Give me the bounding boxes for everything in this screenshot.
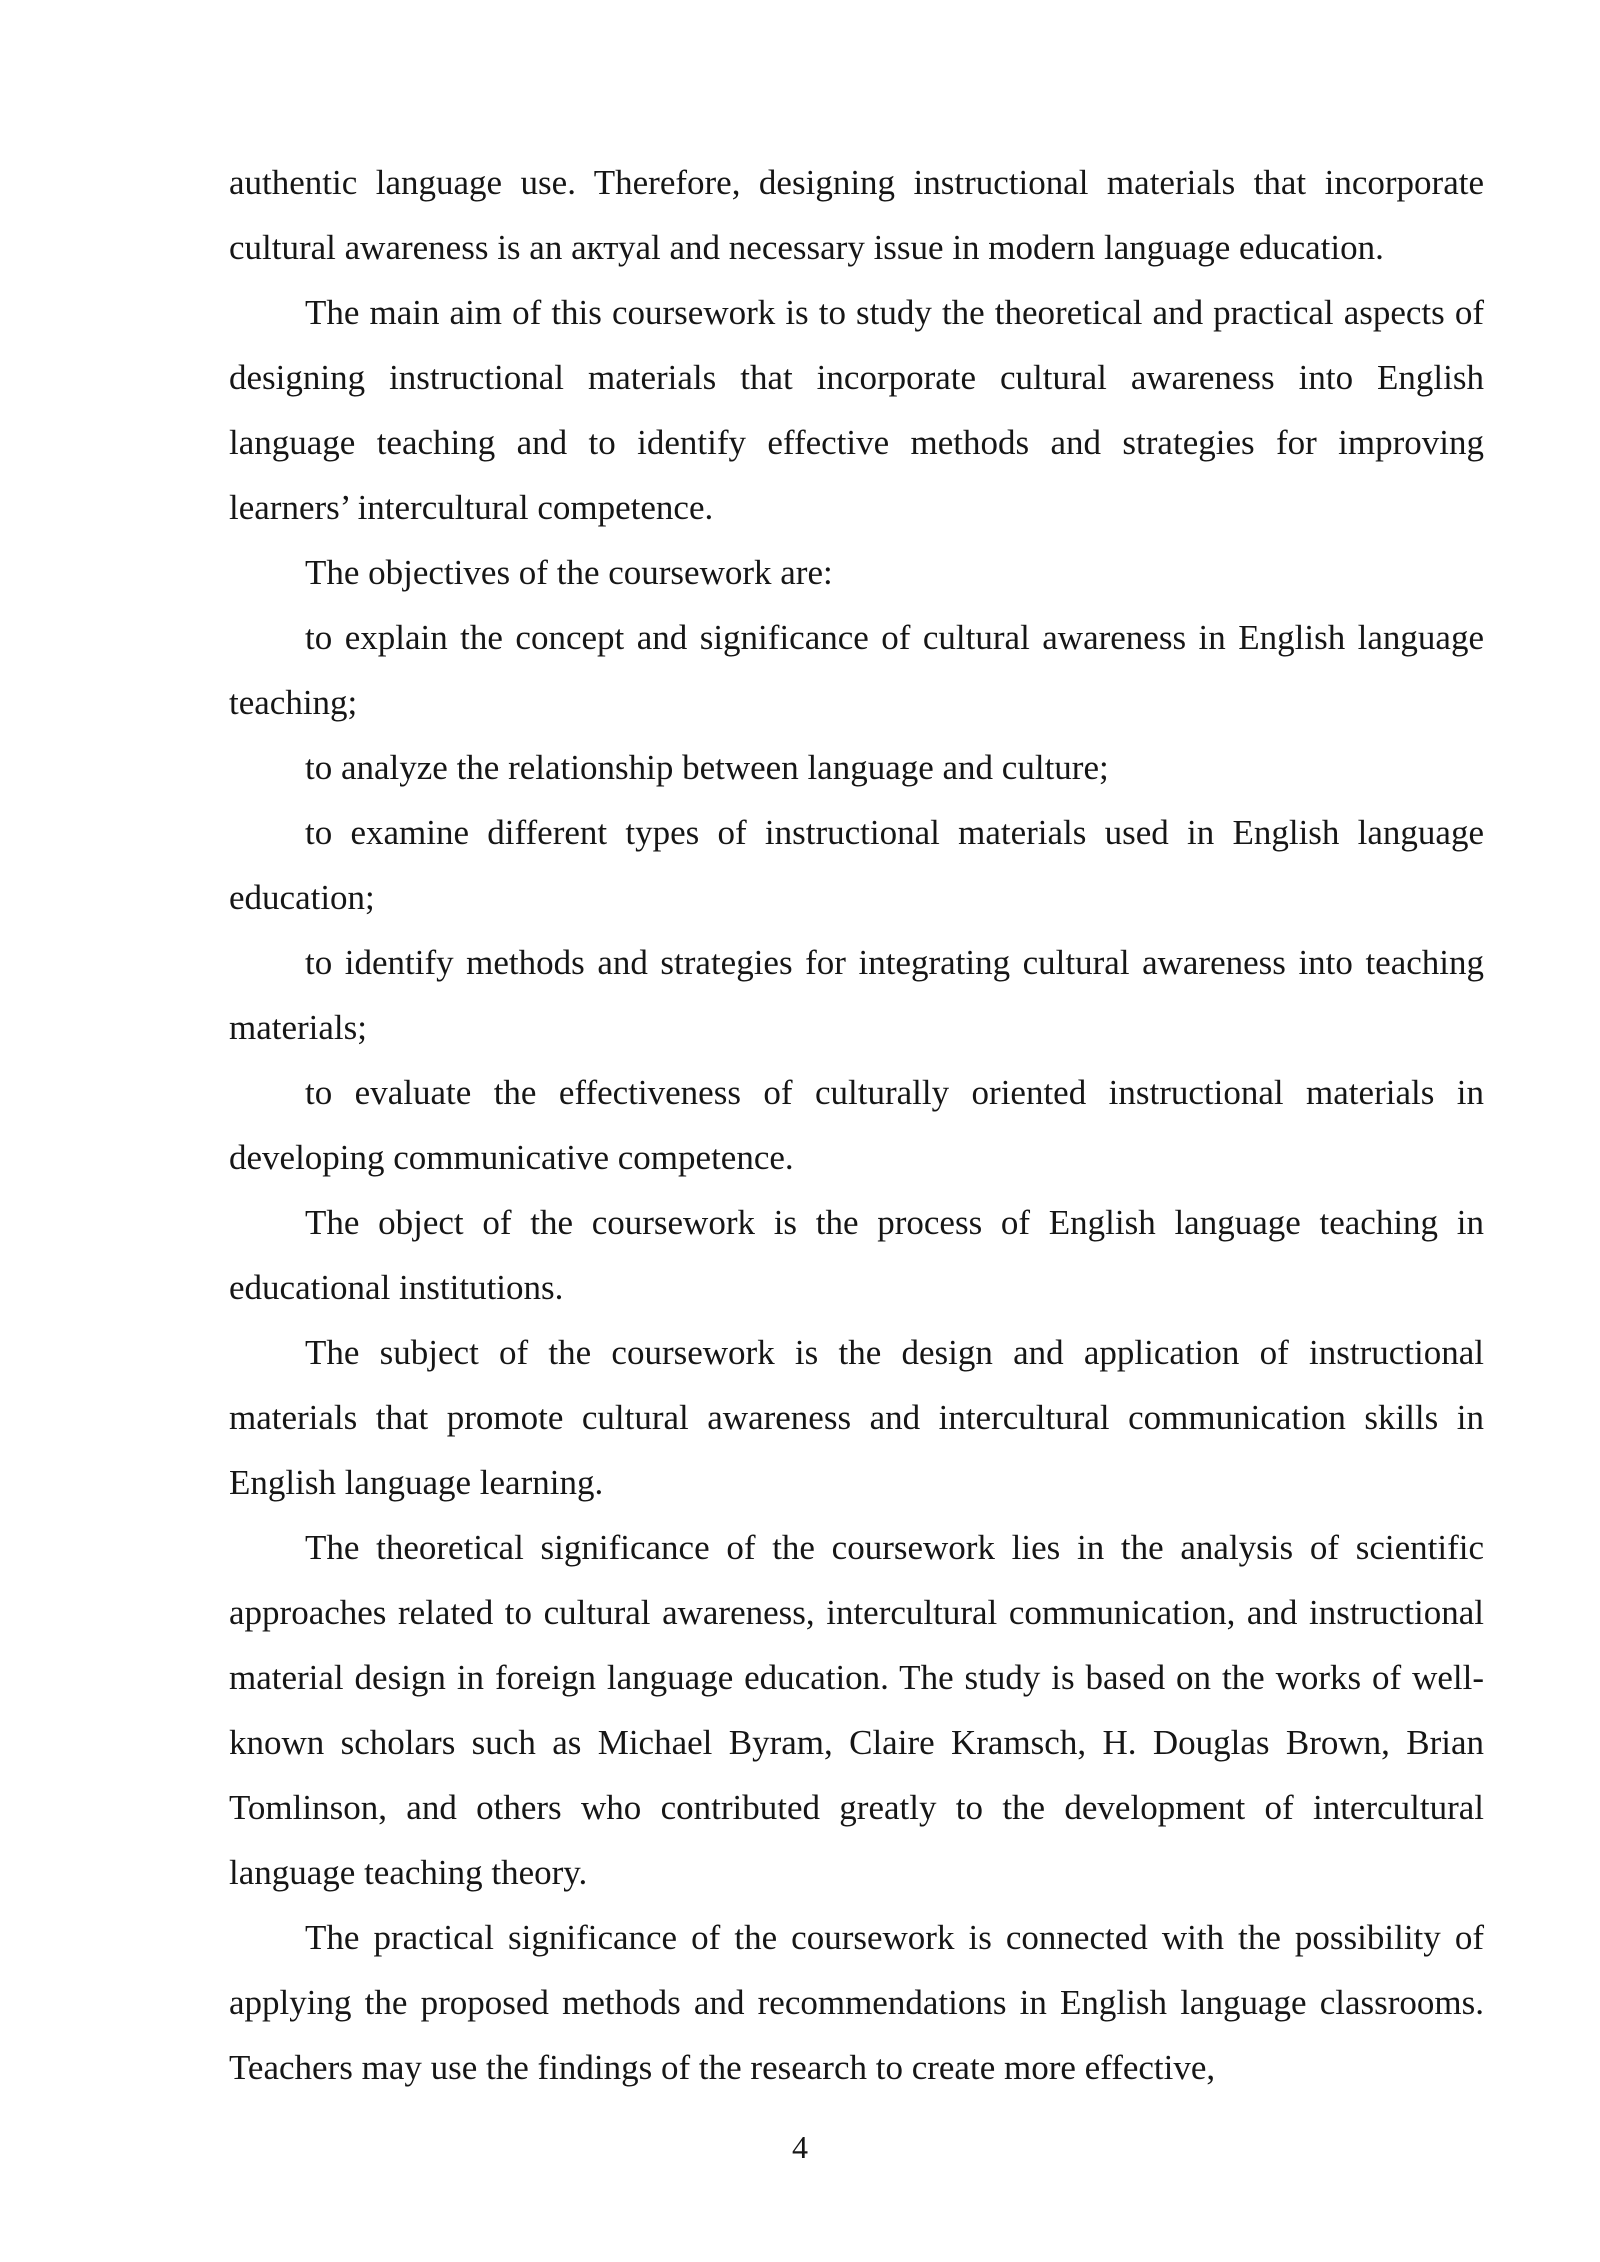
paragraph-object: The object of the coursework is the process of English language teaching in educational institutions. <box>229 1203 1484 1307</box>
objective-item: to evaluate the effectiveness of culturally oriented instructional materials in developing communicative competence. <box>229 1073 1484 1177</box>
objective-item: to examine different types of instructional materials used in English language education; <box>229 813 1484 917</box>
paragraph-objectives-intro: The objectives of the coursework are: <box>305 553 833 592</box>
paragraph-practical-significance: The practical significance of the coursework is connected with the possibility of applying the proposed methods and recommendations in English language classrooms. Teachers may use the findings of the research to create more effective, <box>229 1918 1484 2087</box>
page-number: 4 <box>792 2129 808 2165</box>
paragraph-theoretical-significance: The theoretical significance of the coursework lies in the analysis of scientific approaches related to cultural awareness, intercultural communication, and instructional material design in foreign language education. The study is based on the works of well-known scholars such as Michael Byram, Claire Kramsch, H. Douglas Brown, Brian Tomlinson, and others who contributed greatly to the development of intercultural language teaching theory. <box>229 1528 1484 1892</box>
paragraph-subject: The subject of the coursework is the design and application of instructional materials that promote cultural awareness and intercultural communication skills in English language learning. <box>229 1333 1484 1502</box>
body-text <box>229 150 1484 2100</box>
objective-item: to explain the concept and significance of cultural awareness in English language teaching; <box>229 618 1484 722</box>
paragraph-aim: The main aim of this coursework is to study the theoretical and practical aspects of designing instructional materials that incorporate cultural awareness into English language teaching and to identify effective methods and strategies for improving learners’ intercultural competence. <box>229 293 1484 527</box>
objective-item: to identify methods and strategies for integrating cultural awareness into teaching materials; <box>229 943 1484 1047</box>
paragraph-continuation: authentic language use. Therefore, designing instructional materials that incorporate cultural awareness is an актуal and necessary issue in modern language education. <box>229 163 1484 267</box>
objective-item: to analyze the relationship between language and culture; <box>305 748 1109 787</box>
